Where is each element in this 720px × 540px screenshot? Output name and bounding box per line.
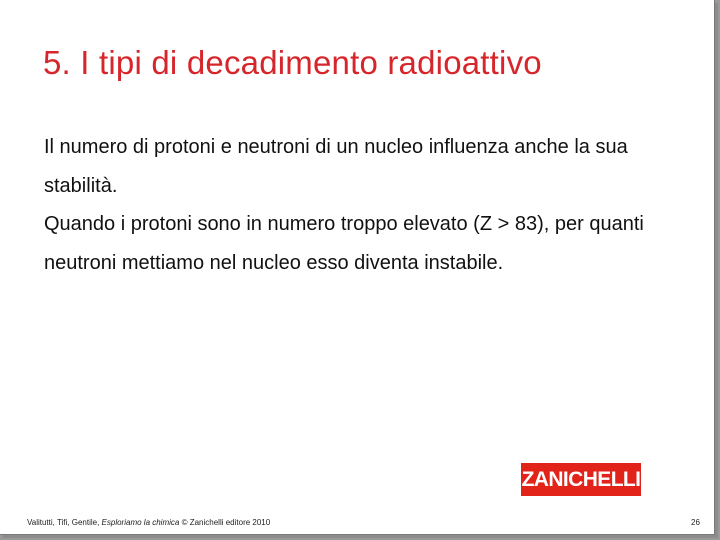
page-number: 26	[691, 518, 700, 527]
footer-credits	[27, 518, 270, 527]
zanichelli-logo: ZANICHELLI	[521, 463, 641, 496]
slide-title: 5. I tipi di decadimento radioattivo	[43, 44, 542, 81]
slide-body	[44, 128, 694, 282]
paragraph-instability: Quando i protoni sono in numero troppo elevato (Z > 83), per quanti neutroni mettiamo nel nucleo esso diventa instabile.	[44, 213, 644, 274]
footer-authors: Valitutti, Tifi, Gentile,	[27, 518, 102, 527]
footer-publisher: © Zanichelli editore 2010	[179, 518, 271, 527]
footer-book-title: Esploriamo la chimica	[101, 518, 180, 527]
paragraph-stability: Il numero di protoni e neutroni di un nucleo influenza anche la sua stabilità.	[44, 136, 628, 197]
